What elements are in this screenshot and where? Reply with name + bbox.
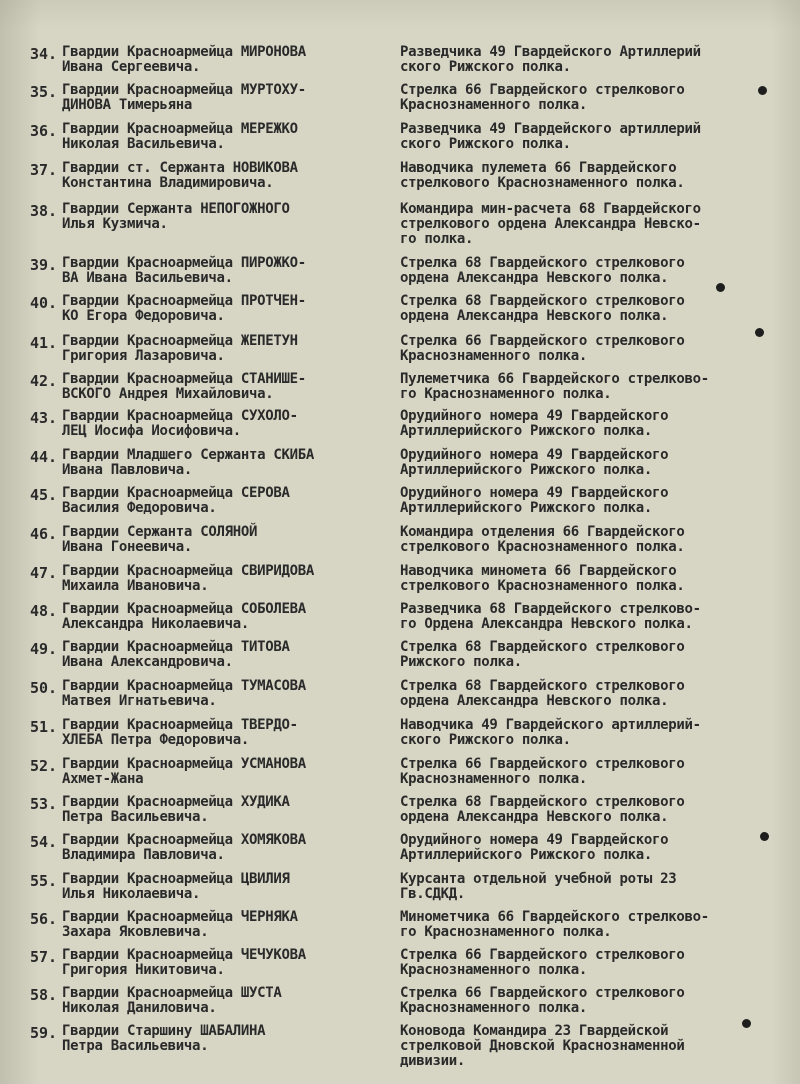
- soldier-name: Гвардии Сержанта СОЛЯНОЙ Ивана Гонеевича.: [62, 524, 258, 555]
- soldier-position: Стрелка 68 Гвардейского стрелкового ордена Александра Невского полка.: [400, 255, 685, 286]
- soldier-position: Орудийного номера 49 Гвардейского Артиллерийского Рижского полка.: [400, 447, 669, 478]
- entry-number: 36.: [30, 122, 58, 140]
- entry-number: 45.: [30, 486, 58, 504]
- soldier-name: Гвардии Красноармейца МЕРЕЖКО Николая Васильевича.: [62, 121, 298, 152]
- soldier-position: Орудийного номера 49 Гвардейского Артиллерийского Рижского полка.: [400, 485, 669, 516]
- soldier-name: Гвардии Красноармейца ПРОТЧЕН- КО Егора Федоровича.: [62, 293, 306, 324]
- soldier-name: Гвардии Сержанта НЕПОГОЖНОГО Илья Кузмича.: [62, 201, 290, 232]
- entry-number: 51.: [30, 718, 58, 736]
- soldier-name: Гвардии ст. Сержанта НОВИКОВА Константина Владимировича.: [62, 160, 298, 191]
- entry-number: 35.: [30, 83, 58, 101]
- soldier-position: Командира мин-расчета 68 Гвардейского стрелкового ордена Александра Невско- го полка.: [400, 201, 701, 247]
- soldier-position: Минометчика 66 Гвардейского стрелково- го Краснознаменного полка.: [400, 909, 709, 940]
- entry-number: 52.: [30, 757, 58, 775]
- soldier-name: Гвардии Младшего Сержанта СКИБА Ивана Павловича.: [62, 447, 314, 478]
- entry-number: 53.: [30, 795, 58, 813]
- ink-spot: [742, 1019, 751, 1028]
- soldier-name: Гвардии Красноармейца СВИРИДОВА Михаила Ивановича.: [62, 563, 314, 594]
- soldier-position: Наводчика 49 Гвардейского артиллерий- ского Рижского полка.: [400, 717, 701, 748]
- soldier-name: Гвардии Красноармейца СОБОЛЕВА Александра Николаевича.: [62, 601, 306, 632]
- soldier-name: Гвардии Красноармейца ХОМЯКОВА Владимира Павловича.: [62, 832, 306, 863]
- soldier-name: Гвардии Красноармейца ЖЕПЕТУН Григория Лазаровича.: [62, 333, 298, 364]
- entry-number: 47.: [30, 564, 58, 582]
- entry-number: 48.: [30, 602, 58, 620]
- soldier-position: Разведчика 49 Гвардейского артиллерий ского Рижского полка.: [400, 121, 701, 152]
- soldier-name: Гвардии Красноармейца ТУМАСОВА Матвея Игнатьевича.: [62, 678, 306, 709]
- soldier-position: Стрелка 66 Гвардейского стрелкового Краснознаменного полка.: [400, 985, 685, 1016]
- soldier-position: Разведчика 49 Гвардейского Артиллерий ского Рижского полка.: [400, 44, 701, 75]
- entry-number: 49.: [30, 640, 58, 658]
- entry-number: 39.: [30, 256, 58, 274]
- entry-number: 44.: [30, 448, 58, 466]
- soldier-position: Стрелка 68 Гвардейского стрелкового ордена Александра Невского полка.: [400, 678, 685, 709]
- soldier-name: Гвардии Красноармейца СУХОЛО- ЛЕЦ Иосифа Иосифовича.: [62, 408, 298, 439]
- entry-number: 55.: [30, 872, 58, 890]
- entry-number: 56.: [30, 910, 58, 928]
- ink-spot: [716, 283, 725, 292]
- soldier-name: Гвардии Красноармейца МИРОНОВА Ивана Сергеевича.: [62, 44, 306, 75]
- ink-spot: [760, 832, 769, 841]
- entry-number: 40.: [30, 294, 58, 312]
- soldier-name: Гвардии Красноармейца МУРТОХУ- ДИНОВА Тимерьяна: [62, 82, 306, 113]
- entry-number: 37.: [30, 161, 58, 179]
- soldier-name: Гвардии Красноармейца ЧЕРНЯКА Захара Яковлевича.: [62, 909, 298, 940]
- ink-spot: [755, 328, 764, 337]
- entry-number: 50.: [30, 679, 58, 697]
- soldier-position: Орудийного номера 49 Гвардейского Артиллерийского Рижского полка.: [400, 408, 669, 439]
- entry-number: 34.: [30, 45, 58, 63]
- soldier-name: Гвардии Красноармейца ПИРОЖКО- ВА Ивана Васильевича.: [62, 255, 306, 286]
- soldier-position: Стрелка 66 Гвардейского стрелкового Краснознаменного полка.: [400, 333, 685, 364]
- soldier-name: Гвардии Красноармейца ТИТОВА Ивана Александровича.: [62, 639, 290, 670]
- soldier-position: Стрелка 66 Гвардейского стрелкового Краснознаменного полка.: [400, 82, 685, 113]
- soldier-position: Пулеметчика 66 Гвардейского стрелково- го Краснознаменного полка.: [400, 371, 709, 402]
- ink-spot: [758, 86, 767, 95]
- entry-number: 41.: [30, 334, 58, 352]
- soldier-name: Гвардии Красноармейца ХУДИКА Петра Васильевича.: [62, 794, 290, 825]
- soldier-name: Гвардии Красноармейца ТВЕРДО- ХЛЕБА Петра Федоровича.: [62, 717, 298, 748]
- entry-number: 38.: [30, 202, 58, 220]
- soldier-position: Стрелка 68 Гвардейского стрелкового Рижского полка.: [400, 639, 685, 670]
- soldier-position: Командира отделения 66 Гвардейского стрелкового Краснознаменного полка.: [400, 524, 685, 555]
- entry-number: 58.: [30, 986, 58, 1004]
- soldier-name: Гвардии Красноармейца ЧЕЧУКОВА Григория Никитовича.: [62, 947, 306, 978]
- entry-number: 54.: [30, 833, 58, 851]
- soldier-position: Орудийного номера 49 Гвардейского Артиллерийского Рижского полка.: [400, 832, 669, 863]
- soldier-name: Гвардии Красноармейца СТАНИШЕ- ВСКОГО Андрея Михайловича.: [62, 371, 306, 402]
- entry-number: 57.: [30, 948, 58, 966]
- soldier-name: Гвардии Красноармейца ШУСТА Николая Даниловича.: [62, 985, 282, 1016]
- soldier-position: Стрелка 66 Гвардейского стрелкового Краснознаменного полка.: [400, 947, 685, 978]
- soldier-position: Стрелка 68 Гвардейского стрелкового ордена Александра Невского полка.: [400, 293, 685, 324]
- entry-number: 59.: [30, 1024, 58, 1042]
- soldier-name: Гвардии Красноармейца УСМАНОВА Ахмет-Жана: [62, 756, 306, 787]
- entry-number: 43.: [30, 409, 58, 427]
- soldier-name: Гвардии Красноармейца СЕРОВА Василия Федоровича.: [62, 485, 290, 516]
- soldier-position: Стрелка 68 Гвардейского стрелкового ордена Александра Невского полка.: [400, 794, 685, 825]
- entry-number: 46.: [30, 525, 58, 543]
- soldier-name: Гвардии Красноармейца ЦВИЛИЯ Илья Николаевича.: [62, 871, 290, 902]
- soldier-position: Разведчика 68 Гвардейского стрелково- го Ордена Александра Невского полка.: [400, 601, 701, 632]
- soldier-position: Наводчика миномета 66 Гвардейского стрелкового Краснознаменного полка.: [400, 563, 685, 594]
- soldier-name: Гвардии Старшину ШАБАЛИНА Петра Васильевича.: [62, 1023, 266, 1054]
- soldier-position: Стрелка 66 Гвардейского стрелкового Краснознаменного полка.: [400, 756, 685, 787]
- soldier-position: Коновода Командира 23 Гвардейской стрелковой Дновской Краснознаменной дивизии.: [400, 1023, 685, 1069]
- soldier-position: Курсанта отдельной учебной роты 23 Гв.СДКД.: [400, 871, 677, 902]
- entry-number: 42.: [30, 372, 58, 390]
- soldier-position: Наводчика пулемета 66 Гвардейского стрелкового Краснознаменного полка.: [400, 160, 685, 191]
